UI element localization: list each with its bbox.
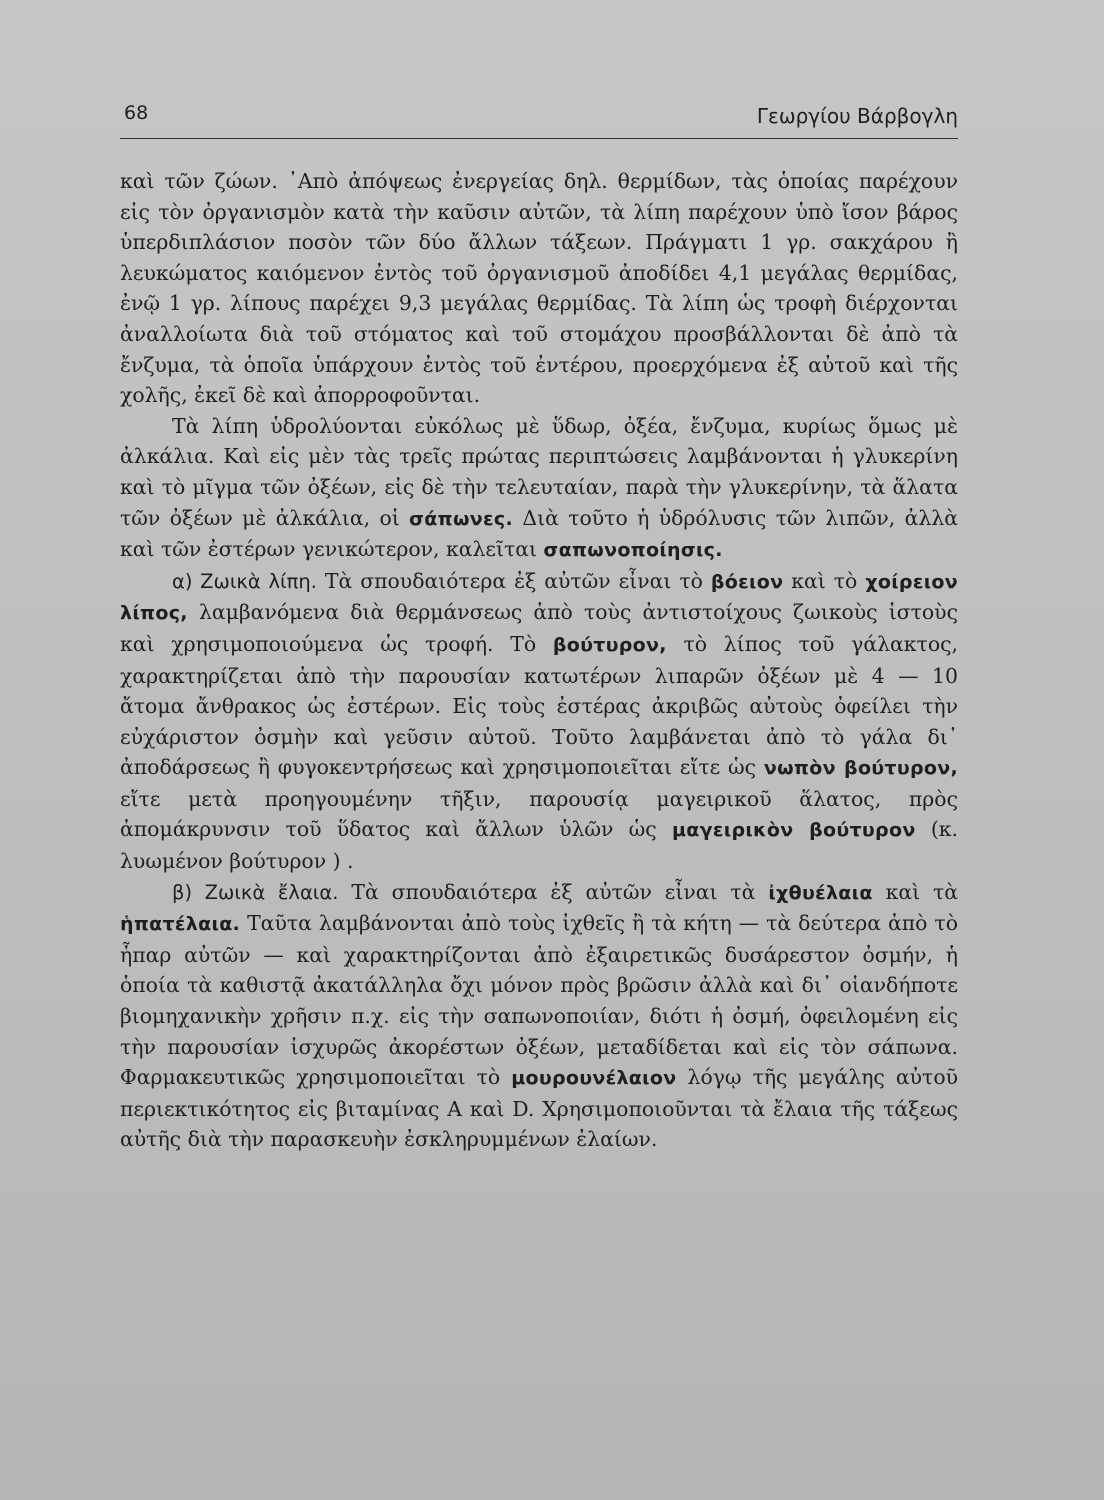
text-run: Τὰ σπουδαιότερα ἐξ αὐτῶν εἶναι τὸ <box>324 568 703 593</box>
term-fresh-butter: νωπὸν βούτυρον, <box>763 757 958 780</box>
text-run: Τὰ σπουδαιότερα ἐξ αὐτῶν εἶναι τὰ <box>351 879 756 904</box>
text-run: εἴτε μετὰ προηγουμένην τῆξιν, παρουσίᾳ μαγειρικοῦ ἅλατος, πρὸς ἀπομάκρυνσιν τοῦ ὕδατος καὶ ἄλλων ὑλῶν ὡς <box>120 786 958 842</box>
text-run: τὸ λίπος τοῦ γάλακτος, χαρακτηρίζεται ἀπὸ τὴν παρουσίαν κατωτέρων λιπαρῶν ὀξέων μὲ 4 — 10 ἄτομα ἄνθρακος ὡς ἐστέρων. Εἰς τοὺς ἐστέρας ἀκριβῶς αὐτοὺς ὀφείλει τὴν εὐχάριστον ὀσμὴν καὶ γεῦσιν αὐτοῦ. Τοῦτο λαμβάνεται ἀπὸ τὸ γάλα δι᾽ ἀποδάρσεως ἢ φυγοκεντρήσεως καὶ χρησιμοποιεῖται εἴτε ὡς <box>120 631 959 780</box>
running-title: Γεωργίου Βάρβογλη <box>756 104 958 128</box>
term-butter: βούτυρον, <box>552 633 667 656</box>
paragraph-animal-oils <box>120 877 958 1155</box>
paragraph-hydrolysis <box>120 411 958 566</box>
paragraph-animal-fats <box>120 566 958 877</box>
paragraph-calories <box>120 166 958 411</box>
text-run: Διὰ τοῦτο ἡ ὑδρόλυσις τῶν λιπῶν, ἀλλὰ καὶ τῶν ἐστέρων γενικώτερον, καλεῖται <box>120 505 958 562</box>
text-run: λόγῳ τῆς μεγάλης αὐτοῦ περιεκτικότητος εἰς βιταμίνας Α καὶ D. Χρησιμοποιοῦνται τὰ ἔλαια τῆς τάξεως αὐτῆς διὰ τὴν παρασκευὴν ἐσκληρυμμένων ἐλαίων. <box>120 1065 959 1152</box>
term-saponification: σαπωνοποίησις. <box>543 539 723 562</box>
term-pork-fat: χοίρειον λίπος, <box>120 570 958 625</box>
text-run: καὶ τῶν ζώων. ᾿Απὸ ἀπόψεως ἐνεργείας δηλ. θερμίδων, τὰς ὁποίας παρέχουν εἰς τὸν ὀργανισμὸν κατὰ τὴν καῦσιν αὐτῶν, τὰ λίπη παρέχουν ὑπὸ ἴσον βάρος ὑπερδιπλάσιον ποσὸν τῶν δύο ἄλλων τάξεων. Πράγματι 1 γρ. σακχάρου ἢ λευκώματος καιόμενον ἐντὸς τοῦ ὀργανισμοῦ ἀποδίδει 4,1 μεγάλας θερμίδας, ἐνῷ 1 γρ. λίπους παρέχει 9,3 μεγάλας θερμίδας. Τὰ λίπη ὡς τροφὴ διέρχονται ἀναλλοίωτα διὰ τοῦ στόματος καὶ τοῦ στομάχου προσβάλλονται δὲ ἀπὸ τὰ ἔνζυμα, τὰ ὁποῖα ὑπάρχουν ἐντὸς τοῦ ἐντέρου, προερχόμενα ἐξ αὐτοῦ καὶ τῆς χολῆς, ἐκεῖ δὲ καὶ ἀπορροφοῦνται. <box>120 169 958 408</box>
text-body <box>120 166 958 1155</box>
term-beef-fat: βόειον <box>710 570 784 593</box>
running-header <box>120 98 958 139</box>
text-run: (κ. λυωμένον βούτυρον ) . <box>120 817 959 874</box>
text-run: Τὰ λίπη ὑδρολύονται εὐκόλως μὲ ὕδωρ, ὀξέα, ἔνζυμα, κυρίως ὅμως μὲ ἀλκάλια. Καὶ εἰς μὲν τὰς τρεῖς πρώτας περιπτώσεις λαμβάνονται ἡ γλυκερίνη καὶ τὸ μῖγμα τῶν ὀξέων, εἰς δὲ τὴν τελευταίαν, παρὰ τὴν γλυκερίνην, τὰ ἅλατα τῶν ὀξέων μὲ ἀλκάλια, οἱ <box>120 413 958 530</box>
section-heading-animal-oils: β) Ζωικὰ ἔλαια. <box>172 880 339 904</box>
section-heading-animal-fats: α) Ζωικὰ λίπη. <box>172 569 317 593</box>
text-run: Ταῦτα λαμβάνονται ἀπὸ τοὺς ἰχθεῖς ἢ τὰ κήτη — τὰ δεύτερα ἀπὸ τὸ ἧπαρ αὐτῶν — καὶ χαρακτηρίζονται ἀπὸ ἐξαιρετικῶς δυσάρεστον ὀσμήν, ἡ ὁποία τὰ καθιστᾷ ἀκατάλληλα ὄχι μόνον πρὸς βρῶσιν ἀλλὰ καὶ δι᾽ οἱανδήποτε βιομηχανικὴν χρῆσιν π.χ. εἰς τὴν σαπωνοποιίαν, διότι ἡ ὀσμή, ὀφειλομένη εἰς τὴν παρουσίαν ἰσχυρῶς ἀκορέστων ὀξέων, μεταδίδεται καὶ εἰς τὸν σάπωνα. Φαρμακευτικῶς χρησιμοποιεῖται τὸ <box>120 911 958 1090</box>
term-cooking-butter: μαγειρικὸν βούτυρον <box>671 819 916 842</box>
term-cod-liver-oil: μουρουνέλαιον <box>511 1067 677 1090</box>
term-liver-oils: ἡπατέλαια. <box>120 913 241 936</box>
text-run: λαμβανόμενα διὰ θερμάνσεως ἀπὸ τοὺς ἀντιστοίχους ζωικοὺς ἱστοὺς καὶ χρησιμοποιούμενα ὡς τροφή. Τὸ <box>120 600 958 656</box>
page-number: 68 <box>124 102 149 124</box>
text-run: καὶ τὸ <box>791 568 858 593</box>
term-soaps: σάπωνες. <box>409 507 513 530</box>
term-fish-oils: ἰχθυέλαια <box>768 881 873 904</box>
text-run: καὶ τὰ <box>885 879 959 904</box>
